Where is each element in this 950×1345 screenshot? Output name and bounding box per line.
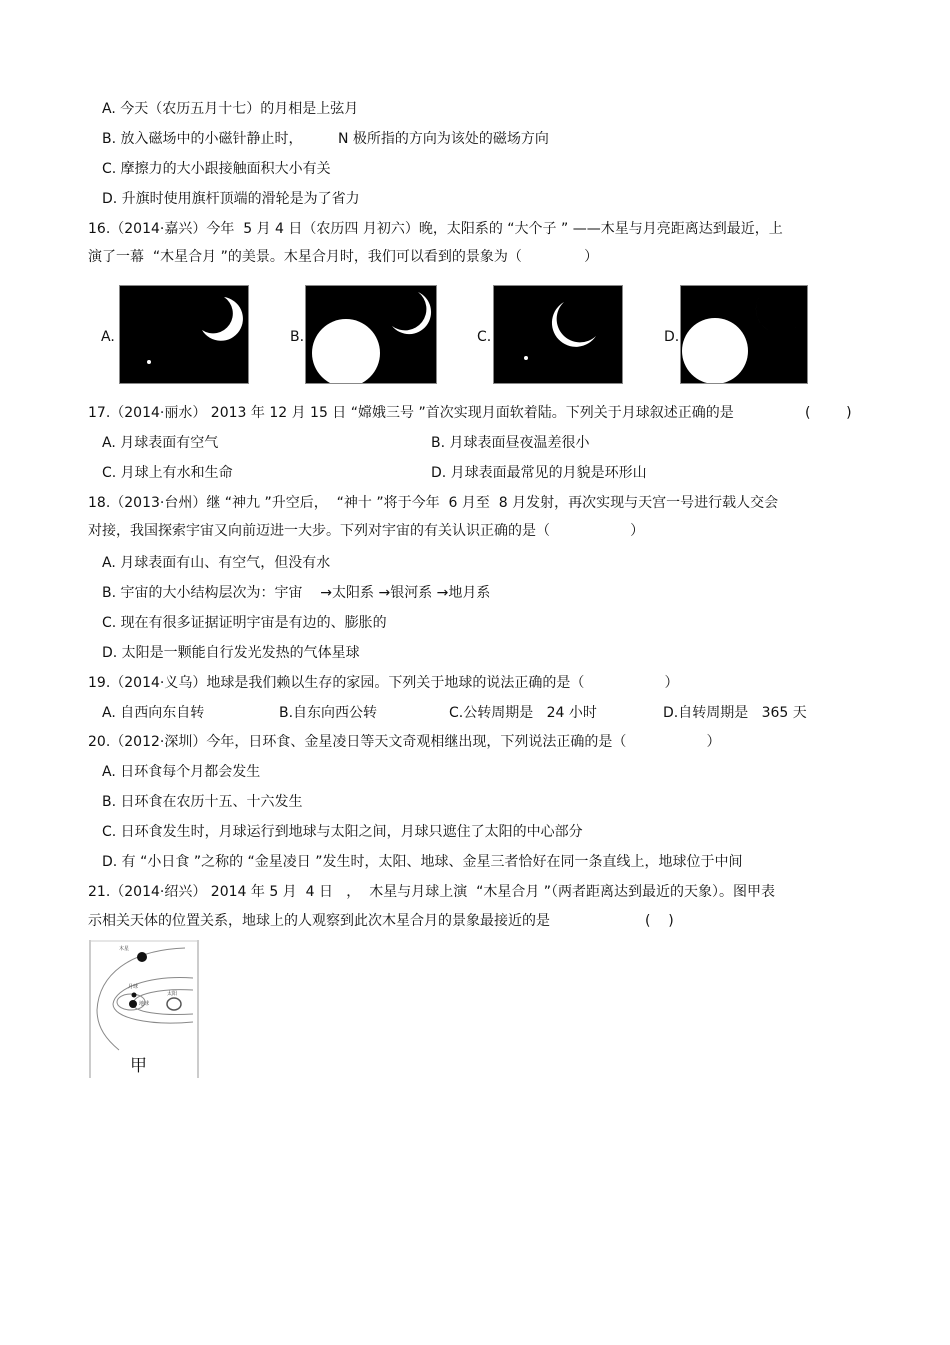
earth-dot	[129, 1000, 137, 1008]
q20-stem: 20.（2012·深圳）今年，日环食、金星凌日等天文奇观相继出现，下列说法正确的是（ ）	[88, 734, 721, 750]
q21-stem-line1: 21.（2014·绍兴） 2014 年 5 月 4 日 ， 木星与月球上演 “木星合月 ”（两者距离达到最近的天象）。图甲表	[88, 884, 776, 900]
q19-option-a: A. 自西向东自转	[102, 705, 205, 721]
q15-option-c: C. 摩擦力的大小跟接触面积大小有关	[102, 161, 331, 177]
q18-option-a: A. 月球表面有山、有空气，但没有水	[102, 555, 331, 571]
q20-option-b: B. 日环食在农历十五、十六发生	[102, 794, 303, 810]
q16-option-a-image	[119, 285, 249, 384]
figure-label-jupiter: 木星	[119, 946, 130, 952]
q16-option-d-image	[680, 285, 808, 384]
jupiter-dot	[137, 952, 147, 962]
q18-option-d: D. 太阳是一颗能自行发光发热的气体星球	[102, 645, 360, 661]
q17-option-a: A. 月球表面有空气	[102, 435, 219, 451]
q16-option-a-label: A.	[101, 329, 115, 345]
q19-stem: 19.（2014·义乌）地球是我们赖以生存的家园。下列关于地球的说法正确的是（ ）	[88, 675, 679, 691]
sun-circle	[167, 998, 181, 1010]
figure-label-moon: 月球	[128, 984, 139, 990]
q17-option-d: D. 月球表面最常见的月貌是环形山	[431, 465, 647, 481]
q16-option-c-label: C.	[477, 329, 492, 345]
q16-stem-line2: 演了一幕 “木星合月 ”的美景。木星合月时，我们可以看到的景象为（ ）	[88, 249, 599, 265]
figure-label-sun: 太阳	[167, 991, 178, 997]
q16-option-b-image	[305, 285, 437, 384]
q20-option-a: A. 日环食每个月都会发生	[102, 764, 261, 780]
q21-figure-jia	[89, 940, 199, 1078]
q18-option-c: C. 现在有很多证据证明宇宙是有边的、膨胀的	[102, 615, 387, 631]
q20-option-d: D. 有 “小日食 ”之称的 “金星凌日 ”发生时，太阳、地球、金星三者恰好在同一条直线上，地球位于中间	[102, 854, 743, 870]
figure-label-earth: 地球	[139, 1001, 150, 1007]
q16-stem-line1: 16.（2014·嘉兴）今年 5 月 4 日（农历四 月初六）晚，太阳系的 “大个子 ” ——木星与月亮距离达到最近，上	[88, 221, 783, 237]
q19-option-c: C.公转周期是 24 小时	[449, 705, 597, 721]
q17-option-b: B. 月球表面昼夜温差很小	[431, 435, 590, 451]
q15-option-b-pre: B. 放入磁场中的小磁针静止时，	[102, 131, 303, 147]
q18-option-b: B. 宇宙的大小结构层次为：宇宙 →太阳系 →银河系 →地月系	[102, 585, 491, 601]
figure-caption: 甲	[130, 1056, 147, 1076]
q17-answer-paren: ( )	[805, 405, 852, 421]
q15-option-b-post: N 极所指的方向为该处的磁场方向	[338, 131, 549, 147]
q20-option-c: C. 日环食发生时，月球运行到地球与太阳之间，月球只遮住了太阳的中心部分	[102, 824, 583, 840]
q16-option-d-label: D.	[664, 329, 680, 345]
q15-option-a: A. 今天（农历五月十七）的月相是上弦月	[102, 101, 359, 117]
q15-option-d: D. 升旗时使用旗杆顶端的滑轮是为了省力	[102, 191, 360, 207]
q16-option-b-label: B.	[290, 329, 305, 345]
q18-stem-line2: 对接，我国探索宇宙又向前迈进一大步。下列对宇宙的有关认识正确的是（ ）	[88, 523, 645, 539]
moon-dot	[132, 993, 137, 998]
q18-stem-line1: 18.（2013·台州）继 “神九 ”升空后， “神十 ”将于今年 6 月至 8 月发射，再次实现与天宫一号进行载人交会	[88, 495, 779, 511]
q19-option-d: D.自转周期是 365 天	[663, 705, 807, 721]
q17-option-c: C. 月球上有水和生命	[102, 465, 233, 481]
q16-option-c-image	[493, 285, 623, 384]
q21-answer-paren: ( )	[645, 913, 674, 929]
q19-option-b: B.自东向西公转	[279, 705, 378, 721]
q21-stem-line2: 示相关天体的位置关系，地球上的人观察到此次木星合月的景象最接近的是	[88, 913, 550, 929]
q17-stem: 17.（2014·丽水） 2013 年 12 月 15 日 “嫦娥三号 ”首次实现月面软着陆。下列关于月球叙述正确的是	[88, 405, 734, 421]
